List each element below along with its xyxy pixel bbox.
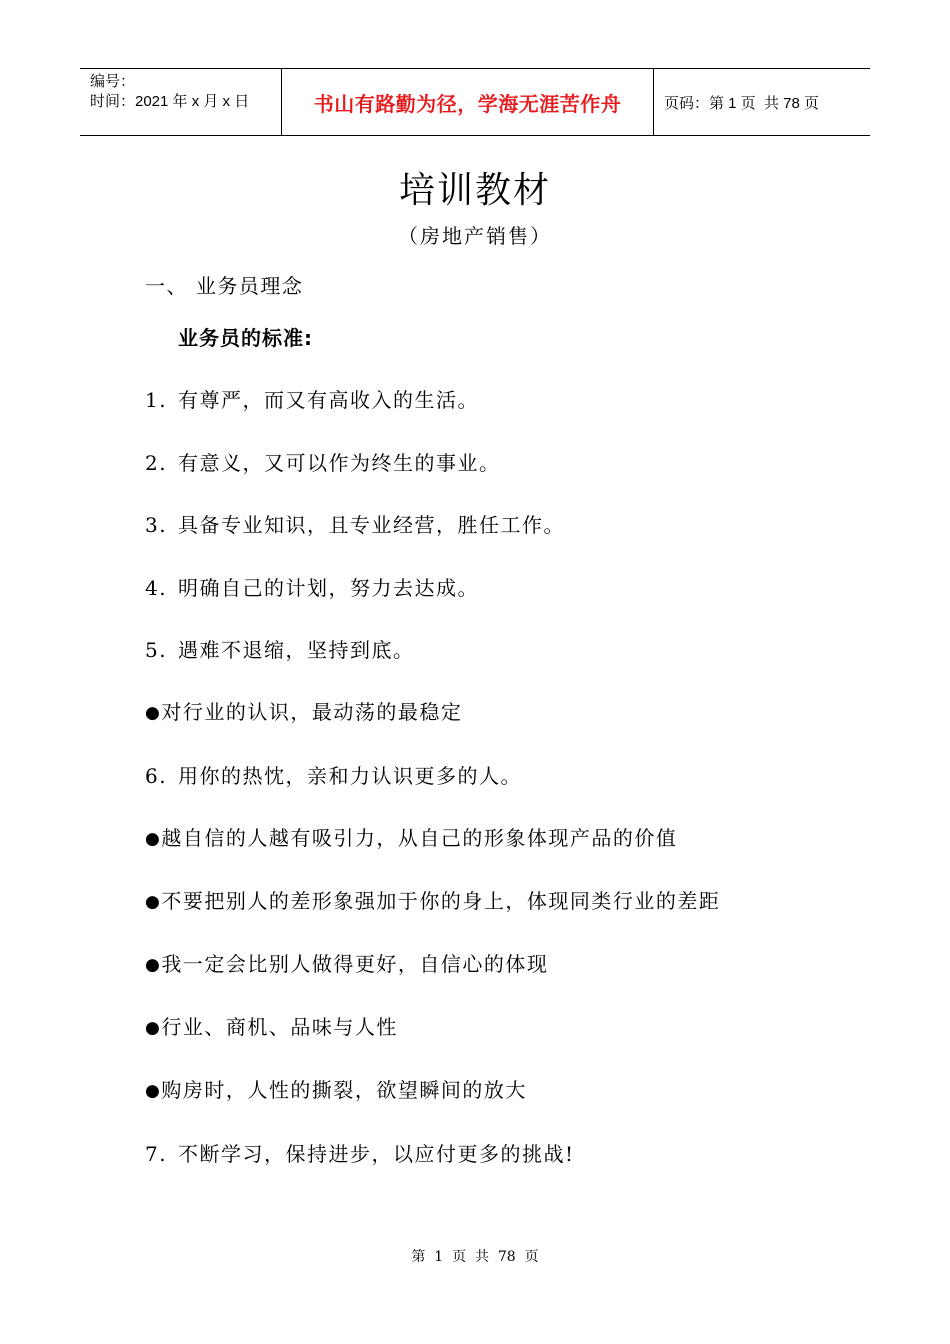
item-number: 5. xyxy=(145,638,168,662)
item-number: 4. xyxy=(145,576,168,600)
list-item xyxy=(145,760,522,789)
document-subtitle: （房地产销售） xyxy=(398,224,552,248)
item-number: 1. xyxy=(145,388,168,412)
document-header xyxy=(80,68,870,136)
item-text: 对行业的认识，最动荡的最稳定 xyxy=(161,700,463,724)
item-text: 越自信的人越有吸引力，从自己的形象体现产品的价值 xyxy=(161,826,678,850)
bullet-item xyxy=(145,696,462,725)
item-number: 7. xyxy=(145,1142,168,1166)
bullet-item xyxy=(145,822,677,851)
list-item xyxy=(145,509,565,538)
item-text: 有意义，又可以作为终生的事业。 xyxy=(178,451,501,475)
bullet-dot-icon: ● xyxy=(145,1018,162,1038)
bullet-dot-icon: ● xyxy=(145,829,162,849)
section-heading: 一、 业务员理念 xyxy=(145,274,304,298)
bullet-item xyxy=(145,885,720,914)
list-item xyxy=(145,384,479,413)
bullet-dot-icon: ● xyxy=(145,703,162,723)
bullet-dot-icon: ● xyxy=(145,1081,162,1101)
list-item xyxy=(145,447,501,476)
item-text: 有尊严，而又有高收入的生活。 xyxy=(178,388,479,412)
header-number-label: 编号： xyxy=(90,73,136,90)
bullet-item xyxy=(145,1074,527,1103)
list-item xyxy=(145,572,479,601)
bullet-item xyxy=(145,1011,398,1040)
item-text: 我一定会比别人做得更好，自信心的体现 xyxy=(161,952,549,976)
item-text: 不要把别人的差形象强加于你的身上，体现同类行业的差距 xyxy=(161,889,721,913)
item-number: 6. xyxy=(145,764,168,788)
item-text: 购房时，人性的撕裂，欲望瞬间的放大 xyxy=(161,1078,527,1102)
header-motto: 书山有路勤为径，学海无涯苦作舟 xyxy=(313,91,622,116)
header-motto-cell xyxy=(282,69,654,135)
document-title: 培训教材 xyxy=(398,170,551,211)
list-item xyxy=(145,1138,575,1167)
bullet-dot-icon: ● xyxy=(145,955,162,975)
bullet-item xyxy=(145,948,548,977)
item-text: 明确自己的计划，努力去达成。 xyxy=(178,576,479,600)
footer-page-number: 第 1 页 共 78 页 xyxy=(411,1249,539,1265)
item-number: 2. xyxy=(145,451,168,475)
item-text: 遇难不退缩，坚持到底。 xyxy=(178,638,415,662)
header-meta-cell xyxy=(80,69,282,135)
item-text: 不断学习，保持进步，以应付更多的挑战! xyxy=(178,1142,575,1166)
header-page-label: 页码：第 1 页 共 78 页 xyxy=(664,94,820,112)
item-text: 具备专业知识，且专业经营，胜任工作。 xyxy=(178,513,565,537)
item-text: 行业、商机、品味与人性 xyxy=(161,1015,398,1039)
header-date-label: 时间：2021 年 x 月 x 日 xyxy=(90,93,250,110)
bullet-dot-icon: ● xyxy=(145,892,162,912)
page-footer xyxy=(0,1246,950,1266)
subheading: 业务员的标准: xyxy=(178,326,313,350)
list-item xyxy=(145,634,415,663)
item-number: 3. xyxy=(145,513,168,537)
item-text: 用你的热忱，亲和力认识更多的人。 xyxy=(178,764,522,788)
header-page-cell xyxy=(654,69,870,135)
